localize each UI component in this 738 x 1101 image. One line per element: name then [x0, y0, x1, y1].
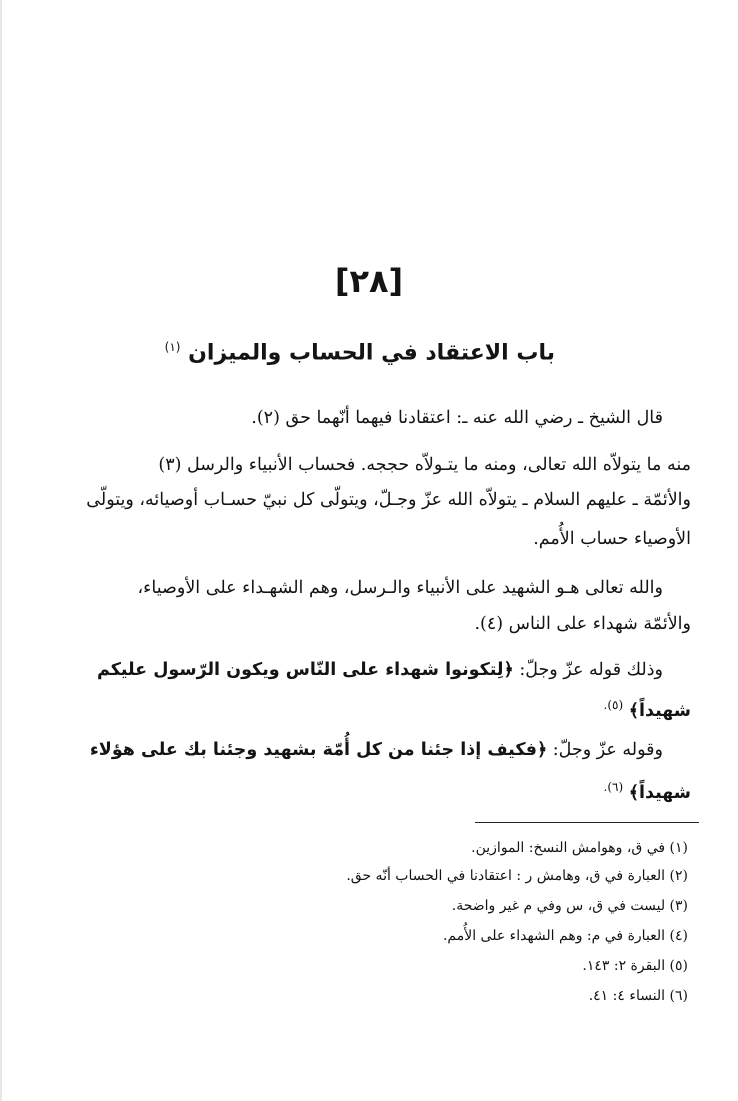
quran-quote: ﴿فكيف إذا جئنا من كل أُمّة بشهيد وجئنا بك على هؤلاء [89, 740, 548, 760]
footnote: (٦) النساء ٤: ٤١. [588, 988, 688, 1004]
body-line: والأئمّة شهداء على الناس (٤). [474, 614, 691, 634]
quran-quote: شهيداً﴾ [628, 700, 691, 721]
body-line [90, 738, 663, 762]
quran-quote: ﴿لِتكونوا شهداء على النّاس ويكون الرّسول عليكم [97, 660, 514, 680]
body-line [97, 658, 663, 682]
page-title [165, 340, 555, 365]
body-line [604, 775, 692, 805]
footnote: (٣) ليست في ق، س وفي م غير واضحة. [451, 898, 688, 914]
footnote: (١) في ق، وهوامش النسخ: الموازين. [471, 840, 688, 856]
body-line: والأئمّة ـ عليهم السلام ـ يتولاّه الله عزّ وجـلّ، ويتولّى كل نبيّ حسـاب أوصيائه، ويتولّى [86, 490, 691, 510]
body-line: منه ما يتولاّه الله تعالى، ومنه ما يتـولاّه حججه. فحساب الأنبياء والرسل (٣) [158, 455, 691, 475]
footnote-ref: (٥). [603, 698, 624, 712]
quran-quote: شهيداً﴾ [628, 782, 691, 803]
footnote: (٢) العبارة في ق، وهامش ر : اعتقادنا في الحساب أنّه حق. [346, 868, 688, 884]
footnote: (٤) العبارة في م: وهم الشهداء على الأُمم. [442, 928, 688, 944]
footnote: (٥) البقرة ٢: ١٤٣. [582, 958, 688, 974]
body-line: والله تعالى هـو الشهيد على الأنبياء والـرسل، وهم الشهـداء على الأوصياء، [137, 578, 663, 598]
body-line: قال الشيخ ـ رضي الله عنه ـ: اعتقادنا فيهما أنّهما حق (٢). [251, 408, 663, 428]
footnote-ref: (٦). [603, 780, 624, 794]
body-line [604, 693, 692, 723]
page-edge [0, 0, 2, 1101]
quote-intro: وذلك قوله عزّ وجلّ: [519, 660, 663, 680]
quote-intro: وقوله عزّ وجلّ: [552, 740, 663, 760]
body-line: الأوصياء حساب الأُمم. [533, 529, 691, 549]
chapter-number: [٢٨] [334, 262, 404, 300]
title-text: باب الاعتقاد في الحساب والميزان [188, 340, 555, 366]
title-footnote-ref: (١) [164, 340, 181, 354]
footnote-separator [475, 822, 699, 823]
